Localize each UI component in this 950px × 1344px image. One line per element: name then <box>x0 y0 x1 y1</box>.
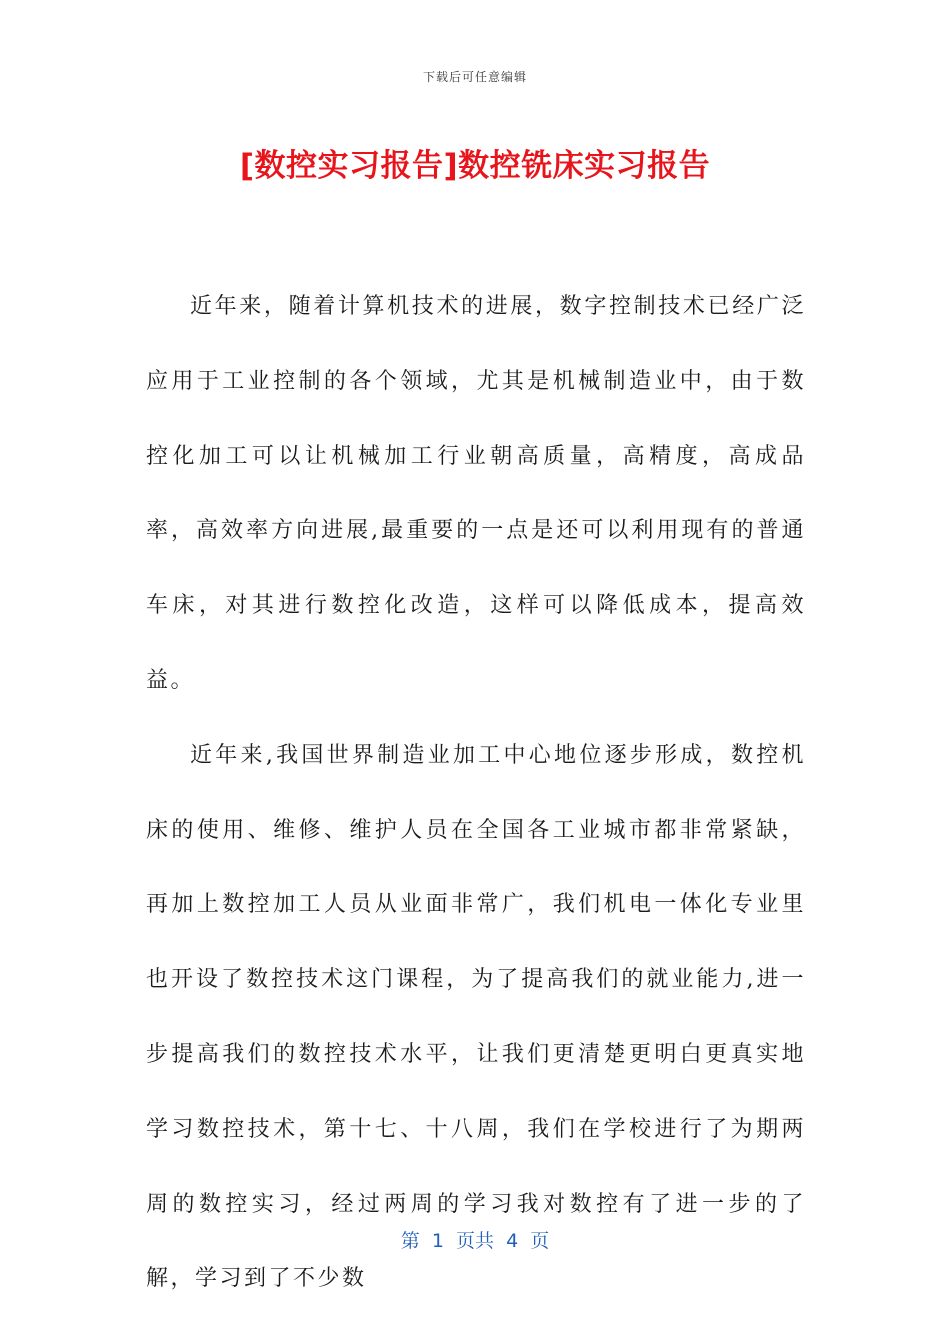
page-number: 第 1 页共 4 页 <box>400 1230 550 1252</box>
paragraph-1: 近年来，随着计算机技术的进展，数字控制技术已经广泛应用于工业控制的各个领域，尤其是机械制造业中，由于数控化加工可以让机械加工行业朝高质量，高精度，高成品率，高效率方向进展,最重要的一点是还可以利用现有的普通车床，对其进行数控化改造，这样可以降低成本，提高效益。 <box>146 294 806 693</box>
document-title: [数控实习报告]数控铣床实习报告 <box>239 148 711 184</box>
header-note: 下载后可任意编辑 <box>422 70 527 84</box>
document-body <box>146 270 806 1317</box>
paragraph-2: 近年来,我国世界制造业加工中心地位逐步形成，数控机床的使用、维修、维护人员在全国各工业城市都非常紧缺，再加上数控加工人员从业面非常广，我们机电一体化专业里也开设了数控技术这门课程，为了提高我们的就业能力,进一步提高我们的数控技术水平，让我们更清楚更明白更真实地学习数控技术，第十七、十八周，我们在学校进行了为期两周的数控实习，经过两周的学习我对数控有了进一步的了解，学习到了不少数 <box>146 742 806 1292</box>
